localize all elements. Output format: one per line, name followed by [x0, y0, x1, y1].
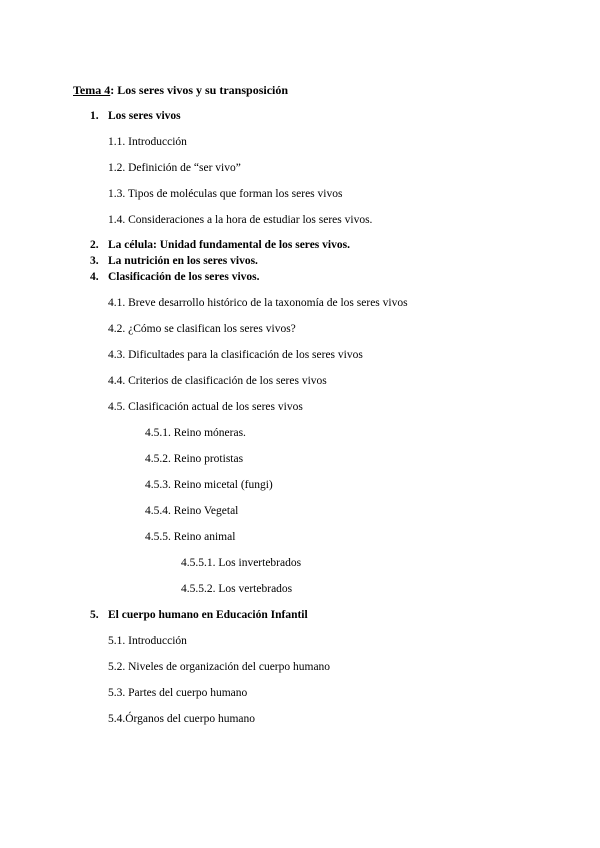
subsection-item: 4.3. Dificultades para la clasificación de los seres vivos [108, 349, 363, 361]
section-number: 1. [90, 110, 99, 122]
section-label: Clasificación de los seres vivos. [108, 271, 260, 283]
section-number: 3. [90, 255, 99, 267]
section-heading-5 [90, 608, 308, 622]
sub-subsection-item: 4.5.2. Reino protistas [145, 453, 244, 465]
section-number: 2. [90, 239, 99, 251]
document-title [73, 83, 288, 97]
section-label: La nutrición en los seres vivos. [108, 255, 258, 267]
sub-subsection-item: 4.5.3. Reino micetal (fungi) [145, 479, 273, 491]
title-text: : Los seres vivos y su transposición [110, 83, 289, 97]
fourth-level-item: 4.5.5.1. Los invertebrados [181, 557, 302, 569]
title-topic-number: Tema 4 [73, 83, 111, 97]
sub-subsection-item: 4.5.5. Reino animal [145, 531, 236, 543]
section-label: La célula: Unidad fundamental de los seres vivos. [108, 239, 350, 251]
section-label: Los seres vivos [108, 110, 181, 122]
subsection-item: 5.2. Niveles de organización del cuerpo humano [108, 661, 331, 673]
section-label: El cuerpo humano en Educación Infantil [108, 609, 308, 621]
section-heading-1 [90, 109, 181, 123]
subsection-item: 4.2. ¿Cómo se clasifican los seres vivos? [108, 323, 296, 335]
subsection-item: 5.3. Partes del cuerpo humano [108, 687, 248, 699]
sub-subsection-item: 4.5.4. Reino Vegetal [145, 505, 239, 517]
fourth-level-item: 4.5.5.2. Los vertebrados [181, 583, 293, 595]
subsection-item: 4.4. Criterios de clasificación de los seres vivos [108, 375, 327, 387]
section-number: 5. [90, 609, 99, 621]
sub-subsection-item: 4.5.1. Reino móneras. [145, 427, 246, 439]
subsection-item: 5.1. Introducción [108, 635, 187, 647]
subsection-item: 1.3. Tipos de moléculas que forman los seres vivos [108, 188, 343, 200]
section-number: 4. [90, 271, 99, 283]
subsection-item: 5.4.Órganos del cuerpo humano [108, 713, 256, 725]
section-heading-2 [90, 238, 350, 252]
subsection-item: 1.2. Definición de “ser vivo” [108, 162, 241, 174]
subsection-item: 1.1. Introducción [108, 136, 187, 148]
subsection-item: 4.1. Breve desarrollo histórico de la taxonomía de los seres vivos [108, 297, 408, 309]
section-heading-3 [90, 254, 258, 268]
section-heading-4 [90, 270, 260, 284]
subsection-item: 1.4. Consideraciones a la hora de estudiar los seres vivos. [108, 214, 373, 226]
subsection-item: 4.5. Clasificación actual de los seres vivos [108, 401, 303, 413]
